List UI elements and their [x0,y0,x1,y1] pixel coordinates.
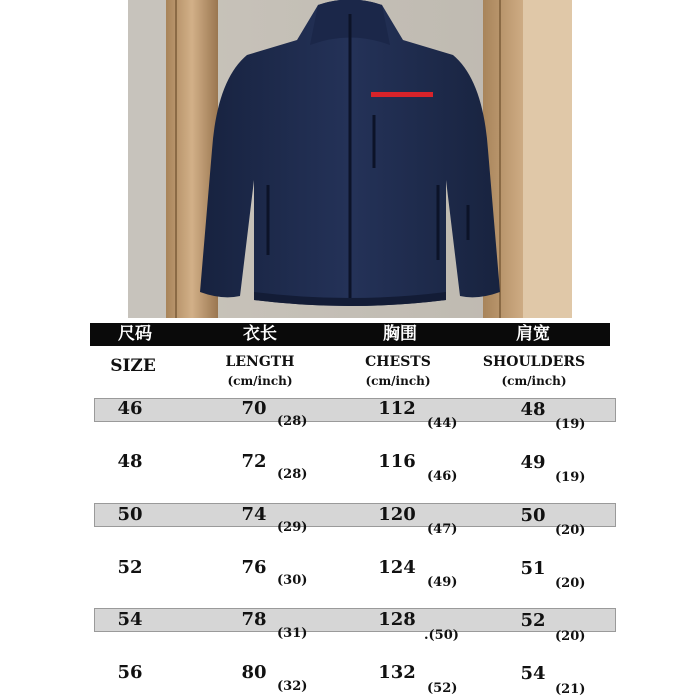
product-photo [128,0,572,318]
cell-length: 78 [241,609,267,630]
cell-shoulder-inch: (19) [555,417,586,432]
header-chest-unit: (cm/inch) [365,374,431,388]
cell-length-inch: (30) [277,573,308,588]
cell-shoulder: 48 [520,399,546,420]
header-size-en: SIZE [110,356,156,376]
cell-length: 72 [241,451,267,472]
cell-size: 52 [117,557,143,578]
cell-shoulder-inch: (19) [555,470,586,485]
header-length-unit: (cm/inch) [227,374,293,388]
cell-length-inch: (28) [277,467,308,482]
cell-shoulder-inch: (20) [555,576,586,591]
cell-chest-inch: (46) [427,469,458,484]
cell-shoulder: 50 [520,505,546,526]
cell-length: 74 [241,504,267,525]
header-size-zh: 尺码 [118,324,152,344]
cell-length: 80 [241,662,267,683]
cell-shoulder-inch: (21) [555,682,586,697]
cell-chest: 124 [378,557,416,578]
cell-chest-inch: (47) [427,522,458,537]
header-length-zh: 衣长 [243,324,277,344]
cell-chest: 112 [378,398,416,419]
header-shoulder-zh: 肩宽 [516,324,550,344]
cell-chest: 132 [378,662,416,683]
cell-chest-inch: (49) [427,575,458,590]
cell-chest: 116 [378,451,416,472]
cell-size: 54 [117,609,143,630]
header-chest-en: CHESTS [365,354,431,370]
cell-shoulder: 49 [520,452,546,473]
cell-size: 48 [117,451,143,472]
cell-chest: 128 [378,609,416,630]
size-chart-header [90,323,610,346]
cell-length-inch: (29) [277,520,308,535]
header-chest-zh: 胸围 [383,324,417,344]
cell-shoulder-inch: (20) [555,629,586,644]
cell-shoulder: 54 [520,663,546,684]
cell-chest-inch: (44) [427,416,458,431]
header-shoulder-en: SHOULDERS [482,354,586,370]
cell-length: 70 [241,398,267,419]
cell-chest-inch: (52) [427,681,458,696]
cell-shoulder-inch: (20) [555,523,586,538]
cell-size: 50 [117,504,143,525]
cell-length-inch: (31) [277,626,308,641]
header-length-en: LENGTH [225,354,295,370]
cell-shoulder: 52 [520,610,546,631]
cell-length-inch: (28) [277,414,308,429]
cell-size: 56 [117,662,143,683]
cell-chest: 120 [378,504,416,525]
cell-length-inch: (32) [277,679,308,694]
header-shoulder-unit: (cm/inch) [501,374,567,388]
cell-length: 76 [241,557,267,578]
cell-chest-inch: .(50) [424,628,459,643]
cell-shoulder: 51 [520,558,546,579]
cell-size: 46 [117,398,143,419]
